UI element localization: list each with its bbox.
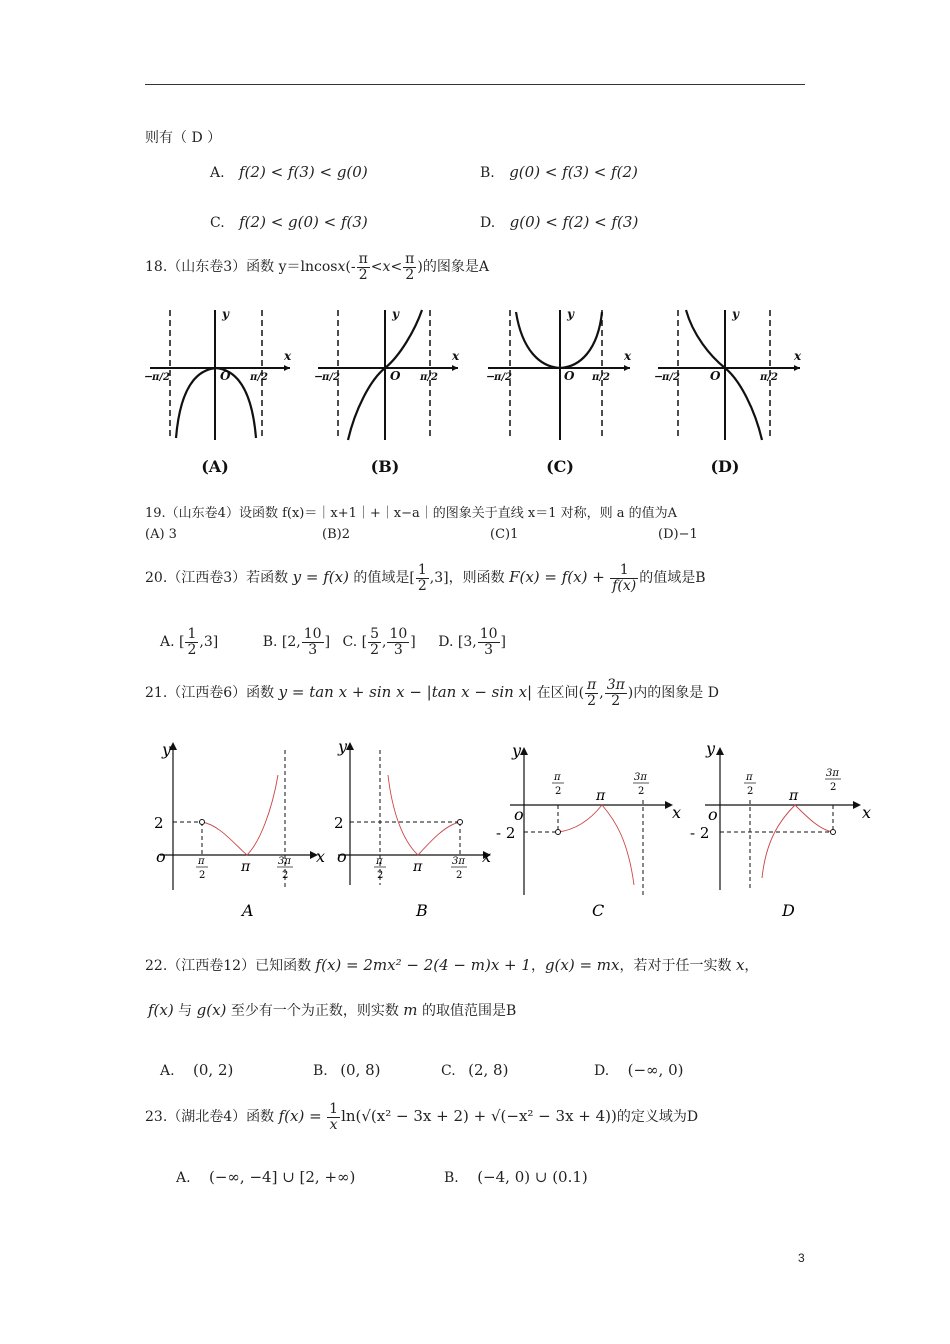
x-label: x [284,349,292,363]
x-label: x [482,847,492,866]
q19-stem: 19.（山东卷4）设函数 f(x)＝｜x+1｜+｜x−a｜的图象关于直线 x＝1 对称，则 a 的值为A [145,506,677,521]
pos-half-pi: π/2 [592,372,610,383]
q21-graph-b [334,737,491,920]
y-arrow [520,747,528,755]
neg-half-pi: π/2 [662,372,680,383]
pos-half-pi: π/2 [250,372,268,383]
q22-option-a: A. (0, 2) [160,1061,234,1079]
half-pi-num: π [554,772,561,783]
open-point [831,830,836,835]
three-half-pi-den: 2 [282,870,289,881]
y-label: y [706,739,716,758]
open-point [556,830,561,835]
half-pi-num: π [376,856,383,867]
origin-label: o [337,847,347,866]
caption-b: B [416,901,428,920]
caption-a: (A) [201,457,229,476]
pi-label: π [789,788,799,804]
q22-line2: f(x) 与 g(x) 至少有一个为正数，则实数 m 的取值范围是B [148,1001,517,1019]
caption-c: C [592,901,605,920]
curve [388,775,460,855]
caption-d: D [782,901,795,920]
three-half-pi-num: 3π [278,856,291,867]
y-label: y [567,307,574,321]
q17-option-a: A. f(2) < f(3) < g(0) [210,163,368,181]
half-pi-den: 2 [377,870,384,881]
open-point [200,820,205,825]
q17-option-b: B. g(0) < f(3) < f(2) [480,163,638,181]
three-half-pi-num: 3π [452,856,465,867]
half-pi-den: 2 [747,786,754,797]
q21-graph-a [154,740,325,920]
q18-graphs [140,300,810,490]
q22-option-c: C. (2, 8) [441,1061,509,1079]
x-label: x [794,349,802,363]
open-point [458,820,463,825]
y-label: y [732,307,739,321]
neg-half-pi: π/2 [494,372,512,383]
level-label: - 2 [690,824,710,842]
x-label: x [452,349,460,363]
y-label: y [338,737,348,756]
pos-half-pi: π/2 [760,372,778,383]
caption-a: A [242,901,254,920]
q17-lead: 则有（ D ） [145,130,222,146]
pi-label: π [413,859,423,875]
y-arrow [346,742,354,750]
x-arrow [853,801,861,809]
y-arrow [716,747,724,755]
half-pi-den: 2 [555,786,562,797]
level-label: - 2 [496,824,516,842]
x-arrow [624,365,630,371]
pi-label: π [241,859,251,875]
y-label: y [392,307,399,321]
level-label: 2 [334,814,344,832]
neg-tick: − [314,370,324,383]
neg-tick: − [144,370,154,383]
level-label: 2 [154,814,164,832]
neg-tick: − [486,370,496,383]
header-rule [145,84,805,85]
origin-label: O [390,369,401,383]
caption-c: (C) [546,457,574,476]
x-arrow [452,365,458,371]
q22-option-d: D. (−∞, 0) [594,1061,684,1079]
x-label: x [316,847,326,866]
three-half-pi-num: 3π [634,772,647,783]
q21-graph-c [496,741,681,920]
origin-label: o [708,805,718,824]
origin-label: o [514,805,524,824]
pos-half-pi: π/2 [420,372,438,383]
caption-d: (D) [710,457,740,476]
origin-label: O [710,369,721,383]
x-label: x [624,349,632,363]
q22-line1: 22.（江西卷12）已知函数 f(x) = 2mx² − 2(4 − m)x + 1，g(x) = mx，若对于任一实数 x， [145,956,759,974]
q19-option-d: (D)−1 [658,527,698,542]
origin-label: O [564,369,575,383]
origin-label: O [220,369,231,383]
q19-option-a: (A) 3 [145,527,177,542]
y-label: y [162,740,172,759]
neg-half-pi: π/2 [152,372,170,383]
q17-option-c: C. f(2) < g(0) < f(3) [210,213,368,231]
x-label: x [672,803,682,822]
q17-option-d: D. g(0) < f(2) < f(3) [480,213,639,231]
three-half-pi-den: 2 [456,870,463,881]
three-half-pi-den: 2 [830,782,837,793]
q20-stem: 20.（江西卷3）若函数 y = f(x) 的值域是[ $\frac{1}{2}$ ,3]，则函数 F(x) = f(x) + $\frac{1}{f(x)}$ 的值域是B [145,562,706,594]
x-arrow [284,365,290,371]
caption-b: (B) [370,457,400,476]
half-pi-num: π [198,856,205,867]
q23-option-a: A. (−∞, −4] ∪ [2, +∞) [176,1168,356,1186]
three-half-pi-num: 3π [826,768,839,779]
curve [202,775,278,855]
q21-graph-d [690,739,871,920]
q18-stem: 18.（山东卷3）函数 y＝lncosx(- $\frac{\pi}{2}$ <x< $\frac{\pi}{2}$ )的图象是A [145,251,489,283]
q20-options: A. [ $\frac{1}{2}$ ,3] B. [2, $\frac{10}{3}$ ] C. [ $\frac{5}{2}$ , $\frac{10}{3}$ ] D. [3, $\frac{10}{3}$ ] [160,626,506,658]
pi-label: π [596,788,606,804]
q23-stem: 23.（湖北卷4）函数 f(x) = $\frac{1}{x}$ ln(√(x² − 3x + 2) + √(−x² − 3x + 4))的定义域为D [145,1101,699,1133]
three-half-pi-den: 2 [638,786,645,797]
neg-tick: − [654,370,664,383]
half-pi-den: 2 [199,870,206,881]
curve [762,805,833,878]
q19-option-c: (C)1 [490,527,519,542]
page-number: 3 [798,1251,805,1265]
half-pi-num: π [746,772,753,783]
q21-stem: 21.（江西卷6）函数 y = tan x + sin x − |tan x − sin x| 在区间( $\frac{\pi}{2}$ , $\frac{3\pi}{2}$ )内的图象是 D [145,677,719,709]
x-label: x [862,803,872,822]
q21-graphs [140,730,885,930]
q23-option-b: B. (−4, 0) ∪ (0.1) [444,1168,588,1186]
origin-label: o [156,847,166,866]
x-arrow [794,365,800,371]
neg-half-pi: π/2 [322,372,340,383]
q19-option-b: (B)2 [322,527,350,542]
y-label: y [222,307,229,321]
q22-option-b: B. (0, 8) [313,1061,381,1079]
y-label: y [512,741,522,760]
curve [558,805,634,885]
